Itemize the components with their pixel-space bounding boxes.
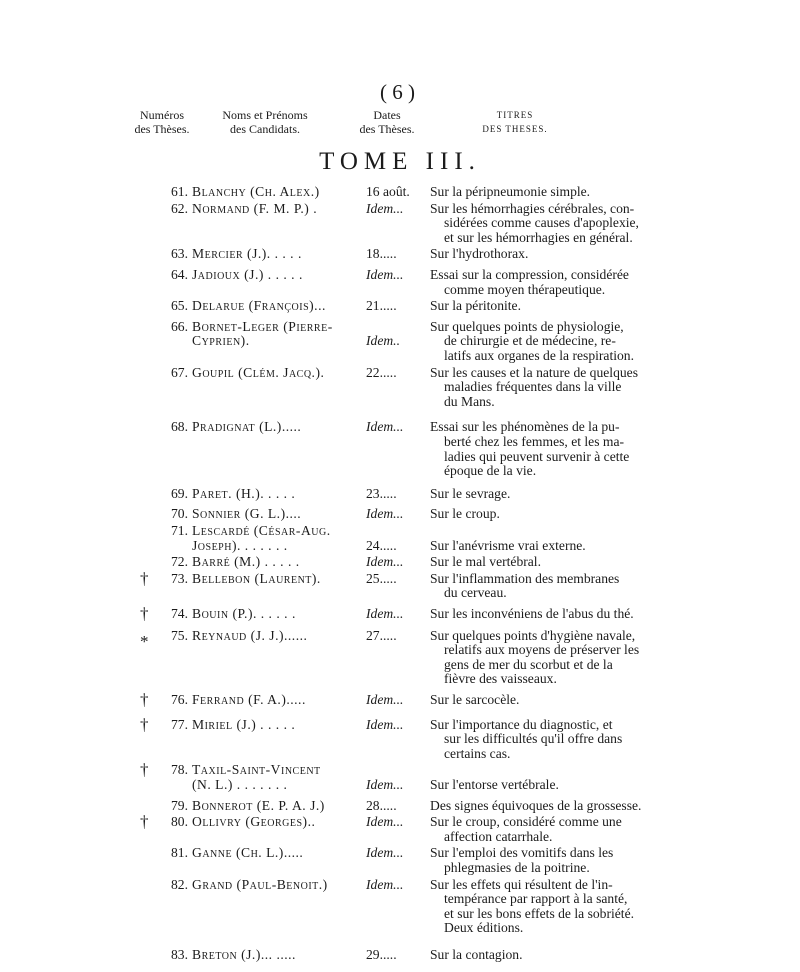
thesis-title-line: Sur l'hydrothorax.	[430, 246, 529, 262]
candidate-name: Reynaud (J. J.)......	[192, 627, 308, 643]
thesis-title-line: Sur l'importance du diagnostic, et	[430, 716, 613, 732]
entry-number: 82.	[171, 876, 188, 892]
header-numeros-line2: des Thèses.	[134, 122, 190, 136]
thesis-title	[430, 948, 665, 963]
thesis-date: Idem...	[366, 845, 404, 861]
header-noms	[210, 108, 320, 136]
thesis-date: Idem...	[366, 200, 404, 216]
thesis-title-line: Des signes équivoques de la grossesse.	[430, 797, 642, 813]
entry-number: 68.	[171, 419, 188, 435]
thesis-title-line: du Mans.	[444, 393, 495, 409]
entry-number: 74.	[171, 606, 188, 621]
thesis-title-line: berté chez les femmes, et les ma-	[444, 433, 625, 449]
entry-row	[0, 812, 800, 844]
thesis-title	[430, 878, 665, 936]
header-noms-line2: des Candidats.	[230, 122, 300, 136]
candidate-name: Bonnerot (E. P. A. J.)	[192, 797, 325, 813]
entry-number: 80.	[171, 814, 188, 830]
thesis-date: Idem...	[366, 506, 404, 522]
thesis-date: 18.....	[366, 246, 397, 262]
thesis-title-line: Sur l'emploi des vomitifs dans les	[430, 845, 614, 861]
thesis-title-line: Sur l'anévrisme vrai externe.	[430, 537, 586, 553]
thesis-title-line: comme moyen thérapeutique.	[444, 281, 606, 297]
thesis-title-line: Sur les causes et la nature de quelques	[430, 364, 638, 380]
thesis-title-line: Sur quelques points de physiologie,	[430, 318, 624, 334]
thesis-title-line: sur les difficultés qu'il offre dans	[444, 731, 623, 747]
thesis-date: 16 août.	[366, 184, 410, 199]
thesis-title-line	[430, 763, 665, 778]
thesis-date: 25.....	[366, 570, 397, 586]
entry-number: 77.	[171, 716, 188, 732]
dagger-mark: †	[140, 604, 149, 623]
candidate-name: Jadioux (J.) . . . . .	[192, 267, 303, 282]
thesis-title	[430, 185, 665, 200]
entry-number: 66.	[171, 318, 188, 334]
entry-number: 61.	[171, 184, 188, 199]
candidate-name: Ollivry (Georges)..	[192, 814, 316, 830]
candidate-name: Pradignat (L.).....	[192, 419, 302, 435]
thesis-title-line: maladies fréquentes dans la ville	[444, 379, 622, 395]
thesis-title-line: Essai sur les phénomènes de la pu-	[430, 419, 620, 435]
entry-number: 63.	[171, 246, 188, 262]
thesis-title-line: Sur la péripneumonie simple.	[430, 184, 591, 199]
entry-number: 75.	[171, 627, 188, 643]
thesis-title	[430, 524, 665, 553]
entry-number: 73.	[171, 570, 188, 586]
header-noms-line1: Noms et Prénoms	[222, 108, 308, 122]
candidate-name: Goupil (Clém. Jacq.).	[192, 364, 325, 380]
entry-row	[0, 846, 800, 875]
tome-heading: TOME III.	[319, 148, 481, 175]
thesis-date: 27.....	[366, 627, 397, 643]
candidate-name: Mercier (J.). . . . .	[192, 246, 302, 262]
entry-row	[0, 524, 800, 553]
thesis-title-line: Sur les hémorrhagies cérébrales, con-	[430, 200, 635, 216]
entry-row	[0, 948, 800, 963]
candidate-name: Grand (Paul-Benoit.)	[192, 876, 328, 892]
thesis-title-line: Sur la péritonite.	[430, 298, 521, 314]
candidate-name: Bornet-Leger (Pierre- Cyprien).	[192, 318, 333, 349]
thesis-title	[430, 420, 665, 478]
thesis-title	[430, 718, 665, 762]
candidate-name: Lescardé (César-Aug. Joseph). . . . . . .	[192, 523, 331, 553]
thesis-date: Idem...	[366, 716, 404, 732]
thesis-title-line: Sur quelques points d'hygiène navale,	[430, 627, 636, 643]
thesis-title-line: tempérance par rapport à la santé,	[444, 891, 628, 907]
entry-number: 64.	[171, 267, 188, 282]
entry-row	[0, 185, 800, 200]
thesis-date: Idem...	[366, 692, 404, 707]
thesis-date: Idem...	[366, 814, 404, 830]
thesis-date: 24.....	[366, 537, 397, 553]
header-titres-line2: DES THESES.	[482, 124, 548, 134]
thesis-title	[430, 299, 665, 314]
thesis-title-line: Sur la contagion.	[430, 947, 523, 962]
header-numeros	[132, 108, 192, 136]
thesis-title-line: gens de mer du scorbut et de la	[444, 656, 613, 672]
candidate-name: Barré (M.) . . . . .	[192, 554, 300, 570]
dagger-mark: †	[140, 760, 149, 780]
thesis-title	[430, 693, 665, 708]
entry-number: 71.	[171, 523, 188, 538]
candidate-name: Ferrand (F. A.).....	[192, 692, 306, 707]
entry-row	[0, 202, 800, 246]
thesis-title	[430, 366, 665, 410]
thesis-date: 21.....	[366, 298, 397, 314]
thesis-date: Idem...	[366, 267, 404, 282]
thesis-title-line: du cerveau.	[444, 585, 507, 601]
entry-row	[0, 555, 800, 570]
thesis-title-line: Sur les effets qui résultent de l'in-	[430, 876, 613, 892]
thesis-title-line: affection catarrhale.	[444, 828, 553, 844]
thesis-title	[430, 572, 665, 601]
candidate-name: Normand (F. M. P.) .	[192, 200, 318, 216]
thesis-date: Idem..	[366, 333, 400, 349]
candidate-name: Ganne (Ch. L.).....	[192, 845, 304, 861]
entry-number: 76.	[171, 692, 188, 707]
header-dates	[352, 108, 422, 136]
thesis-title	[430, 846, 665, 875]
thesis-title	[430, 799, 665, 814]
thesis-title-line: fièvre des vaisseaux.	[444, 671, 557, 687]
entry-number: 67.	[171, 364, 188, 380]
thesis-title-line: Sur l'inflammation des membranes	[430, 570, 620, 586]
header-dates-line2: des Thèses.	[359, 122, 415, 136]
thesis-title-line: et sur les hémorrhagies en général.	[444, 229, 633, 245]
thesis-title-line: sidérées comme causes d'apoplexie,	[444, 215, 639, 231]
entry-row	[0, 299, 800, 314]
dagger-mark: †	[140, 568, 149, 588]
entry-row	[0, 878, 800, 936]
entry-row	[0, 366, 800, 410]
page-number: ( 6 )	[380, 80, 415, 104]
thesis-title-line: Sur les inconvéniens de l'abus du thé.	[430, 606, 634, 621]
entry-row	[0, 799, 800, 814]
entry-number: 70.	[171, 506, 188, 522]
thesis-title-line: ladies qui peuvent survenir à cette	[444, 448, 630, 464]
thesis-title	[430, 607, 665, 622]
header-numeros-line1: Numéros	[140, 108, 184, 122]
header-titres-line1: TITRES	[496, 110, 534, 120]
entry-row	[0, 604, 800, 623]
thesis-title	[430, 555, 665, 570]
entry-row	[0, 629, 800, 687]
thesis-title	[430, 487, 665, 502]
thesis-title-line	[430, 524, 665, 539]
thesis-title-line: Essai sur la compression, considérée	[430, 267, 629, 282]
thesis-title-line: phlegmasies de la poitrine.	[444, 859, 590, 875]
thesis-date: Idem...	[366, 554, 404, 570]
thesis-title-line: Deux éditions.	[444, 920, 524, 936]
thesis-date: Idem...	[366, 776, 404, 792]
thesis-title	[430, 815, 665, 844]
entry-row	[0, 714, 800, 762]
thesis-title	[430, 629, 665, 687]
thesis-title-line: Sur le sevrage.	[430, 485, 511, 501]
thesis-title	[430, 247, 665, 262]
thesis-title-line: Sur le croup.	[430, 506, 500, 522]
entry-number: 72.	[171, 554, 188, 570]
entry-number: 81.	[171, 845, 188, 861]
dagger-mark: †	[140, 812, 149, 832]
thesis-title-line: Sur le mal vertébral.	[430, 554, 541, 570]
entry-number: 78.	[171, 762, 188, 778]
entry-number: 65.	[171, 298, 188, 314]
thesis-title-line: Sur l'entorse vertébrale.	[430, 776, 559, 792]
entry-number: 62.	[171, 200, 188, 216]
entry-number: 83.	[171, 947, 188, 962]
candidate-name: Sonnier (G. L.)....	[192, 506, 302, 522]
candidate-name: Blanchy (Ch. Alex.)	[192, 184, 320, 199]
candidate-name: Bouin (P.). . . . . .	[192, 606, 296, 621]
thesis-date: 22.....	[366, 364, 397, 380]
entry-row	[0, 487, 800, 502]
candidate-name: Miriel (J.) . . . . .	[192, 716, 296, 732]
thesis-title-line: Sur le croup, considéré comme une	[430, 814, 622, 830]
entry-row	[0, 507, 800, 522]
thesis-title	[430, 202, 665, 246]
candidate-name: Paret. (H.). . . . .	[192, 485, 296, 501]
thesis-title-line: époque de la vie.	[444, 463, 537, 479]
candidate-name: Bellebon (Laurent).	[192, 570, 321, 586]
thesis-date: Idem...	[366, 876, 404, 892]
thesis-title-line: latifs aux organes de la respiration.	[444, 347, 635, 363]
candidate-name: Delarue (François)...	[192, 298, 326, 314]
thesis-title-line: Sur le sarcocèle.	[430, 692, 520, 707]
dagger-mark: †	[140, 690, 149, 709]
thesis-date: 23.....	[366, 485, 397, 501]
thesis-title	[430, 507, 665, 522]
entry-row	[0, 690, 800, 709]
candidate-name: Taxil-Saint-Vincent (N. L.) . . . . . . .	[192, 762, 321, 792]
thesis-date: 29.....	[366, 947, 397, 962]
thesis-title	[430, 268, 665, 297]
entry-row	[0, 320, 800, 364]
entry-number: 69.	[171, 485, 188, 501]
entry-number: 79.	[171, 797, 188, 813]
thesis-title-line: et sur les bons effets de la sobriété.	[444, 905, 635, 921]
dagger-mark: *	[140, 631, 149, 651]
entry-row	[0, 268, 800, 297]
thesis-title-line: certains cas.	[444, 745, 511, 761]
thesis-title	[430, 320, 665, 364]
entry-row	[0, 568, 800, 601]
thesis-title-line: de chirurgie et de médecine, re-	[444, 333, 616, 349]
thesis-title	[430, 763, 665, 792]
candidate-name: Breton (J.)... .....	[192, 947, 296, 962]
entry-row	[0, 760, 800, 792]
dagger-mark: †	[140, 714, 149, 734]
thesis-date: 28.....	[366, 797, 397, 813]
header-dates-line1: Dates	[373, 108, 401, 122]
header-titres	[470, 108, 560, 136]
entry-row	[0, 420, 800, 478]
thesis-date: Idem...	[366, 419, 404, 435]
thesis-date: Idem...	[366, 606, 404, 621]
entry-row	[0, 247, 800, 262]
thesis-title-line: relatifs aux moyens de préserver les	[444, 642, 640, 658]
